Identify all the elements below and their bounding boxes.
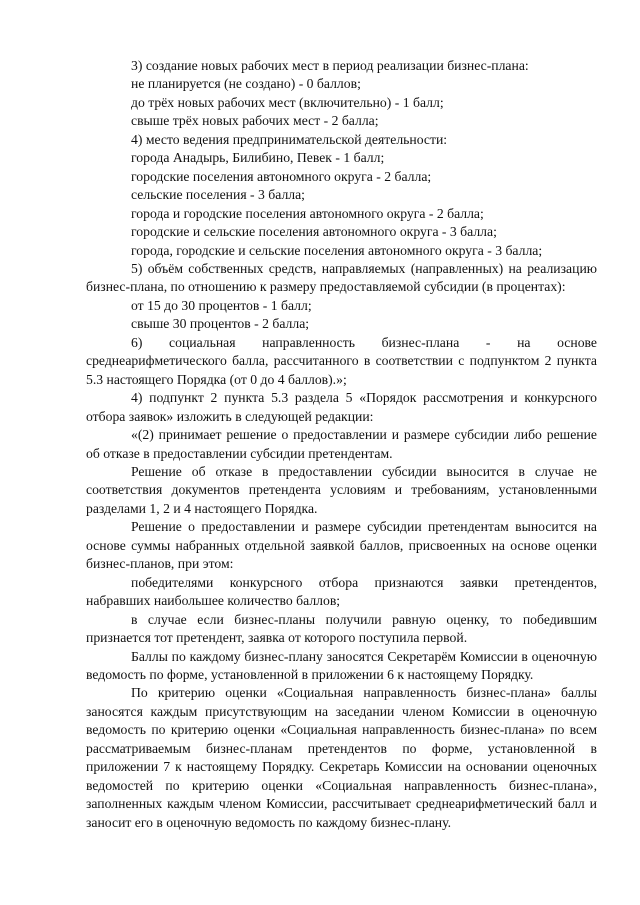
paragraph: не планируется (не создано) - 0 баллов; bbox=[131, 76, 361, 92]
paragraph: в случае если бизнес-планы получили равную оценку, то победившим признается тот претендент, заявка от которого поступила первой. bbox=[86, 611, 597, 646]
paragraph: Решение о предоставлении и размере субсидии претендентам выносится на основе суммы набранных отдельной заявкой баллов, присвоенных на основе оценки бизнес-планов, при этом: bbox=[86, 519, 597, 572]
paragraph: города и городские поселения автономного округа - 2 балла; bbox=[131, 205, 484, 221]
paragraph: победителями конкурсного отбора признаются заявки претендентов, набравших наибольшее количество баллов; bbox=[86, 574, 597, 609]
paragraph: города Анадырь, Билибино, Певек - 1 балл; bbox=[131, 150, 385, 166]
paragraph: «(2) принимает решение о предоставлении и размере субсидии либо решение об отказе в предоставлении субсидии претендентам. bbox=[86, 427, 597, 461]
paragraph: Решение об отказе в предоставлении субсидии выносится в случае не соответствия документов претендента условиям и требованиям, установленными разделами 1, 2 и 4 настоящего Порядка. bbox=[86, 463, 597, 516]
paragraph: сельские поселения - 3 балла; bbox=[131, 187, 305, 203]
paragraph: городские поселения автономного округа - 2 балла; bbox=[131, 168, 432, 184]
paragraph: По критерию оценки «Социальная направленность бизнес-плана» баллы заносятся каждым присутствующим на заседании членом Комиссии в оценочную ведомость по критерию оценки «Социальная направленность бизнес-плана» по всем рассматриваемым бизнес-планам претендентов по форме, установленной в приложении 7 к настоящему Порядку. Секретарь Комиссии на основании оценочных ведомостей по критерию оценки «Социальная направленность бизнес-плана», заполненных каждым членом Комиссии, рассчитывает среднеарифметический балл и заносит его в оценочную ведомость по каждому бизнес-плану. bbox=[86, 685, 597, 830]
paragraph: 5) объём собственных средств, направляемых (направленных) на реализацию бизнес-плана, по отношению к размеру предоставляемой субсидии (в процентах): bbox=[86, 260, 597, 295]
paragraph: города, городские и сельские поселения автономного округа - 3 балла; bbox=[131, 242, 543, 258]
paragraph: свыше трёх новых рабочих мест - 2 балла; bbox=[131, 113, 379, 129]
paragraph: 4) подпункт 2 пункта 5.3 раздела 5 «Порядок рассмотрения и конкурсного отбора заявок» изложить в следующей редакции: bbox=[86, 390, 597, 424]
paragraph: до трёх новых рабочих мест (включительно) - 1 балл; bbox=[131, 94, 444, 110]
paragraph: городские и сельские поселения автономного округа - 3 балла; bbox=[131, 224, 497, 240]
paragraph: 4) место ведения предпринимательской деятельности: bbox=[131, 131, 448, 147]
paragraph: от 15 до 30 процентов - 1 балл; bbox=[131, 297, 312, 313]
paragraph: свыше 30 процентов - 2 балла; bbox=[131, 316, 310, 332]
paragraph: 3) создание новых рабочих мест в период реализации бизнес-плана: bbox=[131, 58, 529, 73]
paragraph: 6) социальная направленность бизнес-плана - на основе среднеарифметического балла, рассчитанного в соответствии с подпунктом 2 пункта 5.3 настоящего Порядка (от 0 до 4 баллов).»; bbox=[86, 334, 597, 387]
document-body bbox=[86, 57, 597, 832]
paragraph: Баллы по каждому бизнес-плану заносятся Секретарём Комиссии в оценочную ведомость по форме, установленной в приложении 6 к настоящему Порядку. bbox=[86, 648, 597, 682]
